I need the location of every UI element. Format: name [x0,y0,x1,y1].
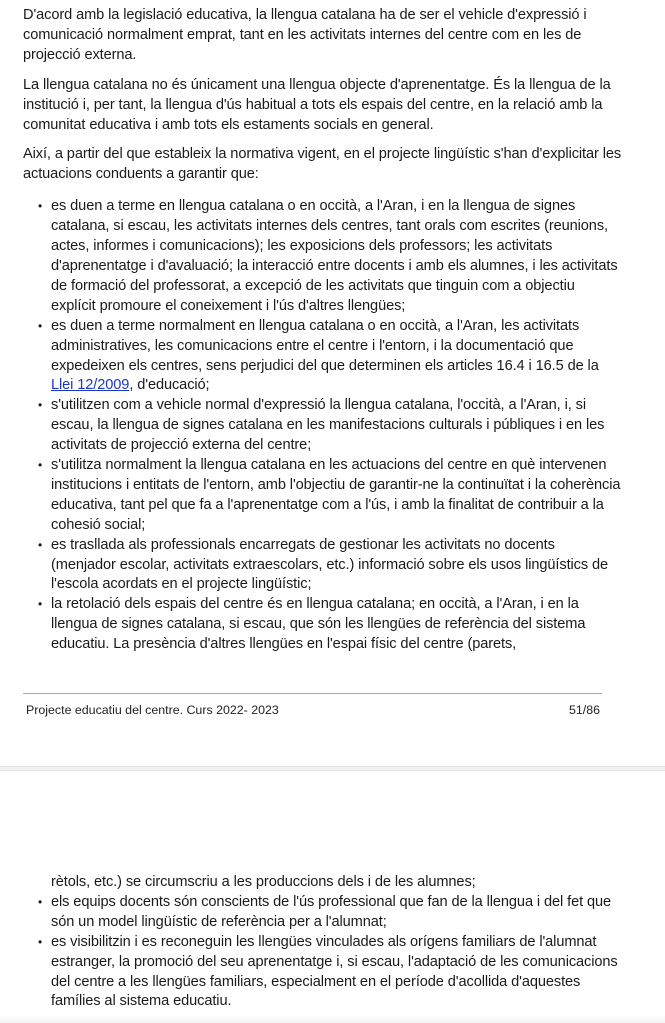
bullet-list [23,873,623,1012]
footer-divider [23,693,602,694]
page-footer [26,703,600,717]
paragraph: La llengua catalana no és únicament una llengua objecte d'aprenentatge. És la llengua de la institució i, per tant, la llengua d'ús habitual a tots els espais del centre, en la relació amb la comunitat educativa i amb tots els estaments socials en general. [23,76,611,133]
list-item [23,933,623,1013]
list-item-text: es visibilitzin i es reconeguin les llengües vinculades als orígens familiars de l'alumnat estranger, la promoció del seu aprenentatge i, si escau, l'adaptació de les comunicacions del centre a les llengües familiars, especialment en el període d'acollida d'aquestes famílies al sistema educatiu. [51,933,618,1010]
bullet-icon: • [38,597,43,612]
list-item [23,536,623,596]
bullet-icon: • [38,318,43,333]
list-item-text: la retolació dels espais del centre és en llengua catalana; en occità, a l'Aran, i en la llengua de signes catalana, si escau, que són les llengües de referència del sistema educatiu. La presència d'altres llengües en l'espai físic del centre (parets, [51,596,586,653]
list-item [23,893,623,933]
list-item-text: es duen a terme en llengua catalana o en occità, a l'Aran, i en la llengua de signes catalana, si escau, les activitats internes dels centres, tant orals com escrites (reunions, actes, informes i comunicacions); les exposicions dels professors; les activitats d'aprenentatge i d'avaluació; la interacció entre docents i amb els alumnes, i les activitats de formació del professorat, a excepció de les activitats que tinguin com a objectiu explícit promoure el coneixement i l'ús d'altres llengües; [51,198,618,314]
paragraph: Així, a partir del que estableix la normativa vigent, en el projecte lingüístic s'han d'explicitar les actuacions conduents a garantir que: [23,146,622,183]
paragraph: D'acord amb la legislació educativa, la llengua catalana ha de ser el vehicle d'expressió i comunicació normalment emprat, tant en les activitats internes del centre com en les de projecció externa. [23,7,587,63]
list-item-text: rètols, etc.) se circumscriu a les produccions dels i de les alumnes; [51,874,476,890]
list-item [23,317,623,397]
list-item [23,456,623,536]
bullet-list [23,197,623,655]
bullet-icon: • [38,894,43,909]
list-item-text: es trasllada als professionals encarregats de gestionar les activitats no docents (menjador escolar, activitats extraescolars, etc.) informació sobre els usos lingüístics de l'escola acordats en el projecte lingüístic; [51,536,609,593]
list-item-text: , d'educació; [129,377,210,394]
list-item-text: s'utilitzen com a vehicle normal d'expressió la llengua catalana, l'occità, a l'Aran, i, si escau, la llengua de signes catalana en les manifestacions culturals i públiques i en les activitats de projecció externa del centre; [51,397,605,454]
list-item [23,197,623,316]
footer-title: Projecte educatiu del centre. Curs 2022- 2023 [26,703,279,717]
bottom-fade [0,1015,665,1023]
page-content [23,6,623,655]
list-item [23,396,623,456]
list-item-text: s'utilitza normalment la llengua catalana en les actuacions del centre en què intervenen institucions i entitats de l'entorn, amb l'objectiu de garantir-ne la continuïtat i la coherència educativa, tant pel que fa a l'aprenentatge com a l'ús, i amb la finalitat de contribuir a la cohesió social; [51,457,621,533]
bullet-icon: • [38,934,43,949]
bullet-icon: • [38,199,43,214]
page-number: 51/86 [568,703,600,717]
list-item-text: es duen a terme normalment en llengua catalana o en occità, a l'Aran, les activitats administratives, les comunicacions entre el centre i l'entorn, i la documentació que expedeixen els centres, sens perjudici del que determinen els articles 16.4 i 16.5 de la [51,317,599,374]
page-content [23,873,623,1012]
list-item-text: els equips docents són conscients de l'ús professional que fan de la llengua i del fet que són un model lingüístic de referència per a l'alumnat; [51,893,612,930]
bullet-icon: • [38,398,43,413]
list-item-continuation [23,873,623,893]
list-item [23,595,623,655]
law-link[interactable]: Llei 12/2009 [51,377,130,394]
document-page-52 [0,771,665,1023]
bullet-icon: • [38,537,43,552]
bullet-icon: • [38,458,43,473]
